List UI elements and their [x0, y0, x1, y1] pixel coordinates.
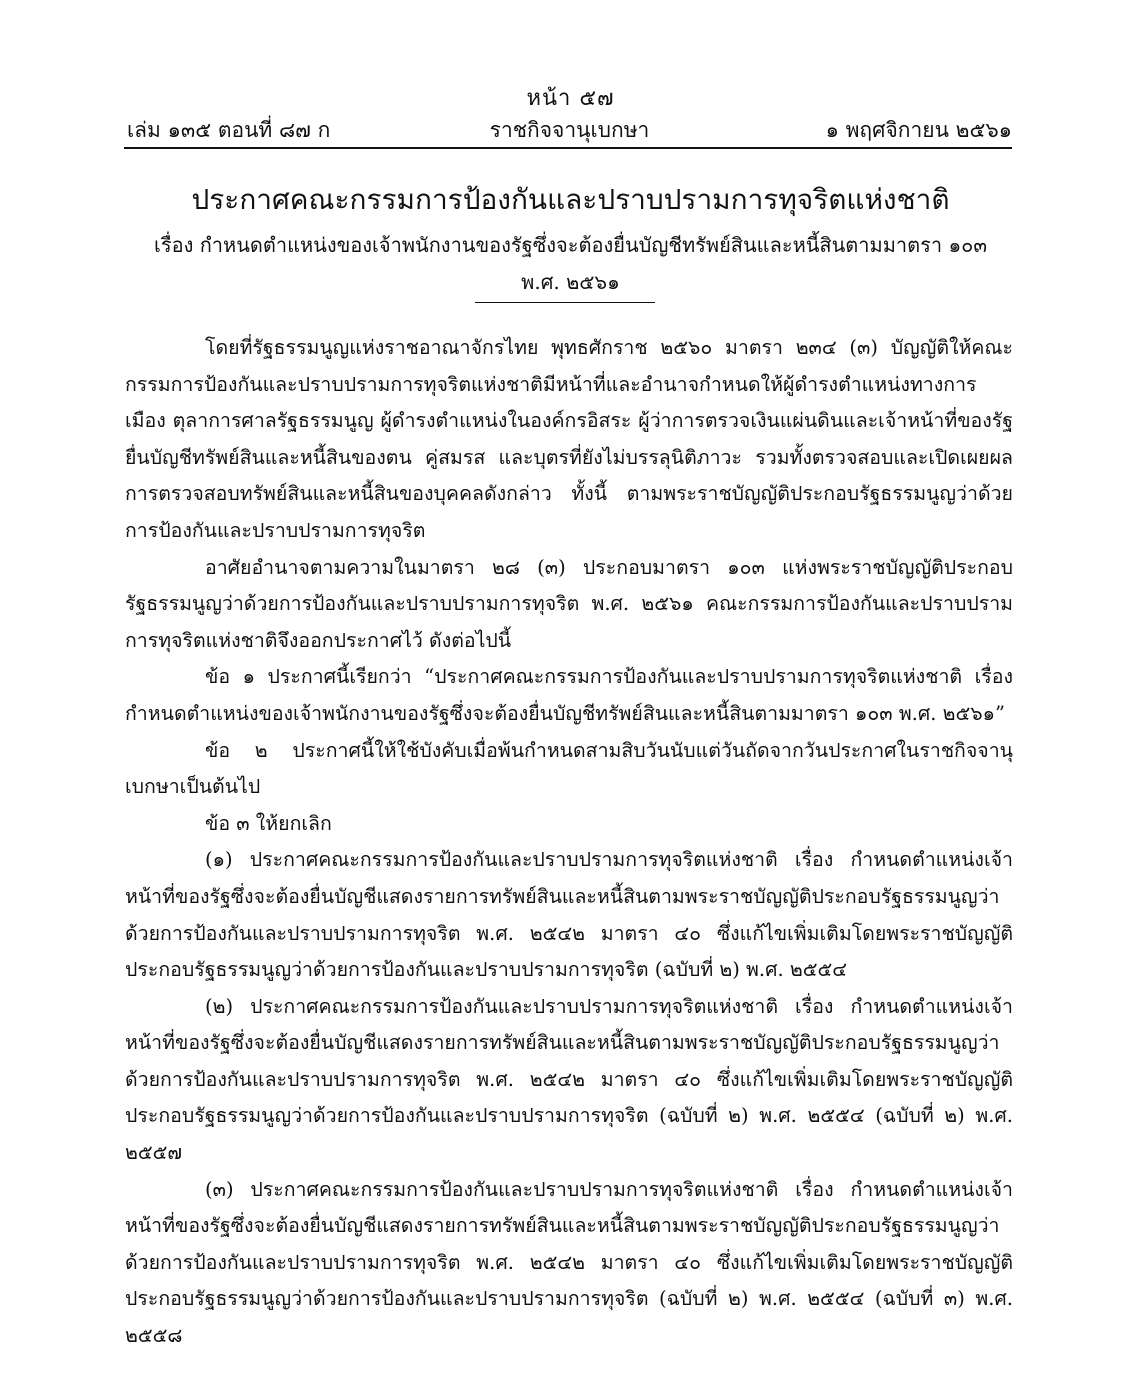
announcement-body: [125, 330, 1013, 1355]
publication-name: ราชกิจจานุเบกษา: [489, 118, 650, 142]
clause-1: ข้อ ๑ ประกาศนี้เรียกว่า “ประกาศคณะกรรมการป้องกันและปราบปรามการทุจริตแห่งชาติ เรื่อง กำหนดตำแหน่งของเจ้าพนักงานของรัฐซึ่งจะต้องยื่นบัญชีทรัพย์สินและหนี้สินตามมาตรา ๑๐๓ พ.ศ. ๒๕๖๑”: [125, 665, 1013, 725]
header-divider: [124, 147, 1012, 149]
clause-2: ข้อ ๒ ประกาศนี้ให้ใช้บังคับเมื่อพ้นกำหนดสามสิบวันนับแต่วันถัดจากวันประกาศในราชกิจจานุเบกษาเป็นต้นไป: [125, 738, 1013, 799]
clause-3-item-3: (๓) ประกาศคณะกรรมการป้องกันและปราบปรามการทุจริตแห่งชาติ เรื่อง กำหนดตำแหน่งเจ้าหน้าที่ของรัฐซึ่งจะต้องยื่นบัญชีแสดงรายการทรัพย์สินและหนี้สินตามพระราชบัญญัติประกอบรัฐธรรมนูญว่าด้วยการป้องกันและปราบปรามการทุจริต พ.ศ. ๒๕๔๒ มาตรา ๔๐ ซึ่งแก้ไขเพิ่มเติมโดยพระราชบัญญัติประกอบรัฐธรรมนูญว่าด้วยการป้องกันและปราบปรามการทุจริต (ฉบับที่ ๒) พ.ศ. ๒๕๕๔ (ฉบับที่ ๓) พ.ศ. ๒๕๕๘: [125, 1177, 1013, 1348]
page-number: หน้า ๕๗: [526, 86, 615, 111]
announcement-year: พ.ศ. ๒๕๖๑: [521, 270, 620, 294]
volume-issue: เล่ม ๑๓๕ ตอนที่ ๘๗ ก: [127, 118, 331, 142]
announcement-subject: เรื่อง กำหนดตำแหน่งของเจ้าพนักงานของรัฐซึ่งจะต้องยื่นบัญชีทรัพย์สินและหนี้สินตามมาตรา ๑๐๓: [153, 233, 988, 257]
preamble-paragraph: โดยที่รัฐธรรมนูญแห่งราชอาณาจักรไทย พุทธศักราช ๒๕๖๐ มาตรา ๒๓๔ (๓) บัญญัติให้คณะกรรมการป้องกันและปราบปรามการทุจริตแห่งชาติมีหน้าที่และอำนาจกำหนดให้ผู้ดำรงตำแหน่งทางการเมือง ตุลาการศาลรัฐธรรมนูญ ผู้ดำรงตำแหน่งในองค์กรอิสระ ผู้ว่าการตรวจเงินแผ่นดินและเจ้าหน้าที่ของรัฐยื่นบัญชีทรัพย์สินและหนี้สินของตน คู่สมรส และบุตรที่ยังไม่บรรลุนิติภาวะ รวมทั้งตรวจสอบและเปิดเผยผลการตรวจสอบทรัพย์สินและหนี้สินของบุคคลดังกล่าว ทั้งนี้ ตามพระราชบัญญัติประกอบรัฐธรรมนูญว่าด้วยการป้องกันและปราบปรามการทุจริต: [125, 336, 1013, 542]
clause-3: ข้อ ๓ ให้ยกเลิก: [205, 811, 332, 835]
title-divider: [475, 302, 655, 303]
gazette-header: [127, 114, 1012, 146]
authority-paragraph: อาศัยอำนาจตามความในมาตรา ๒๘ (๓) ประกอบมาตรา ๑๐๓ แห่งพระราชบัญญัติประกอบรัฐธรรมนูญว่าด้วยการป้องกันและปราบปรามการทุจริต พ.ศ. ๒๕๖๑ คณะกรรมการป้องกันและปราบปรามการทุจริตแห่งชาติจึงออกประกาศไว้ ดังต่อไปนี้: [125, 555, 1013, 652]
clause-3-item-2: (๒) ประกาศคณะกรรมการป้องกันและปราบปรามการทุจริตแห่งชาติ เรื่อง กำหนดตำแหน่งเจ้าหน้าที่ของรัฐซึ่งจะต้องยื่นบัญชีแสดงรายการทรัพย์สินและหนี้สินตามพระราชบัญญัติประกอบรัฐธรรมนูญว่าด้วยการป้องกันและปราบปรามการทุจริต พ.ศ. ๒๕๔๒ มาตรา ๔๐ ซึ่งแก้ไขเพิ่มเติมโดยพระราชบัญญัติประกอบรัฐธรรมนูญว่าด้วยการป้องกันและปราบปรามการทุจริต (ฉบับที่ ๒) พ.ศ. ๒๕๕๔ (ฉบับที่ ๒) พ.ศ. ๒๕๕๗: [125, 994, 1013, 1165]
publication-date: ๑ พฤศจิกายน ๒๕๖๑: [825, 118, 1012, 142]
clause-3-item-1: (๑) ประกาศคณะกรรมการป้องกันและปราบปรามการทุจริตแห่งชาติ เรื่อง กำหนดตำแหน่งเจ้าหน้าที่ของรัฐซึ่งจะต้องยื่นบัญชีแสดงรายการทรัพย์สินและหนี้สินตามพระราชบัญญัติประกอบรัฐธรรมนูญว่าด้วยการป้องกันและปราบปรามการทุจริต พ.ศ. ๒๕๔๒ มาตรา ๔๐ ซึ่งแก้ไขเพิ่มเติมโดยพระราชบัญญัติประกอบรัฐธรรมนูญว่าด้วยการป้องกันและปราบปรามการทุจริต (ฉบับที่ ๒) พ.ศ. ๒๕๕๔: [125, 848, 1013, 982]
announcement-title: ประกาศคณะกรรมการป้องกันและปราบปรามการทุจริตแห่งชาติ: [191, 183, 950, 216]
